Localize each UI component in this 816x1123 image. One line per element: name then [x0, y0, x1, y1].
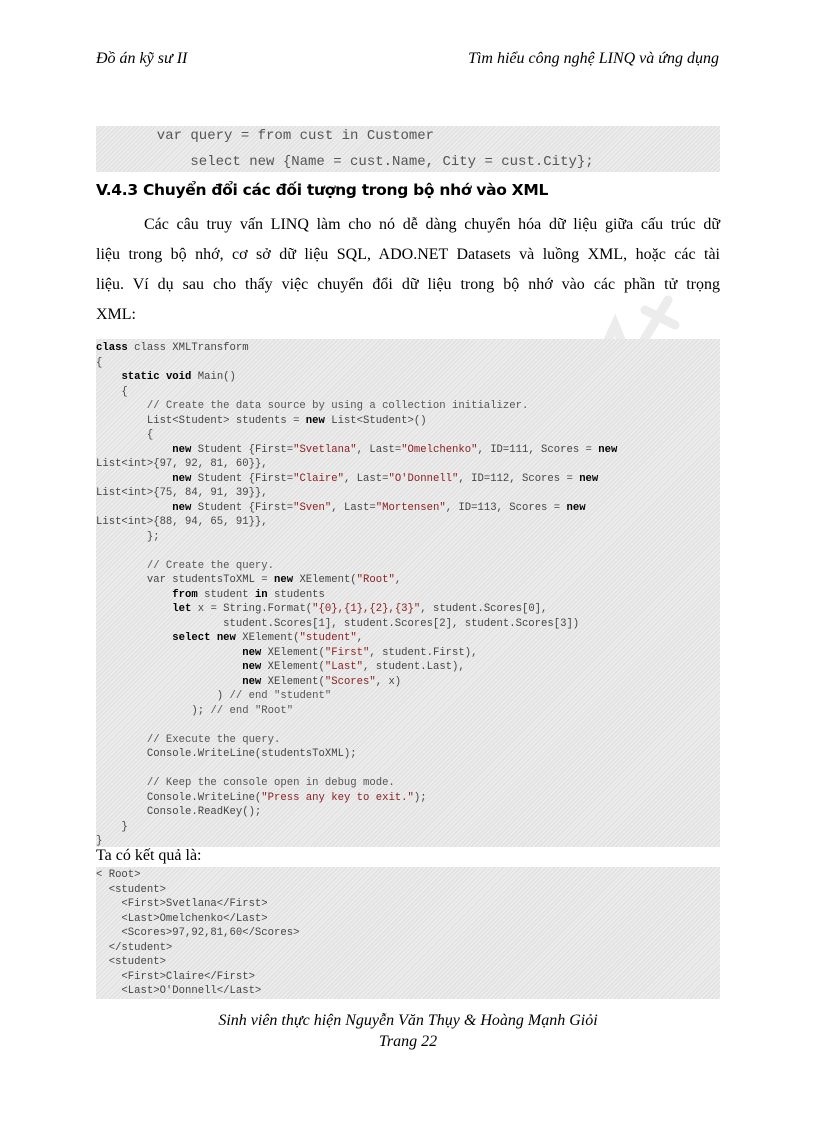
code-line: Console.WriteLine(studentsToXML);	[96, 748, 357, 760]
code-line: class class XMLTransform	[96, 342, 249, 354]
section-heading: V.4.3 Chuyển đổi các đối tượng trong bộ nhớ vào XML	[96, 181, 549, 199]
code-snippet-line: var query = from cust in Customer	[140, 128, 435, 144]
output-line: <student>	[96, 956, 166, 968]
output-line: < Root>	[96, 869, 141, 881]
paragraph-line: Các câu truy vấn LINQ làm cho nó dễ dàng chuyển hóa dữ liệu giữa cấu trúc dữ	[144, 216, 720, 233]
code-line: // Create the query.	[146, 559, 275, 572]
result-label: Ta có kết quả là:	[96, 847, 202, 864]
header-right: Tìm hiểu công nghệ LINQ và ứng dụng	[468, 50, 719, 67]
code-line: ) // end "student"	[96, 690, 332, 702]
code-line: var studentsToXML = new XElement("Root",	[96, 574, 402, 586]
code-line: // Execute the query.	[146, 733, 281, 746]
code-line: // Keep the console open in debug mode.	[146, 777, 395, 789]
code-line: new XElement("First", student.First),	[242, 646, 478, 659]
code-line: new XElement("Last", student.Last),	[242, 661, 465, 673]
paragraph	[96, 210, 720, 330]
output-line: <Scores>97,92,81,60</Scores>	[96, 927, 300, 939]
code-line: // Create the data source by using a collection initializer.	[146, 400, 529, 412]
code-line: from student in students	[172, 588, 325, 601]
code-line: {	[96, 385, 128, 398]
paragraph-line: liệu. Ví dụ sau cho thấy việc chuyển đổi dữ liệu trong bộ nhớ vào các phần tử trọng	[96, 276, 720, 293]
code-snippet-line: select new {Name = cust.Name, City = cust.City};	[140, 154, 594, 170]
code-line: new Student {First="Svetlana", Last="Omelchenko", ID=111, Scores = new	[172, 443, 618, 456]
code-line: List<int>{88, 94, 65, 91}},	[96, 516, 268, 528]
footer-page: Trang 22	[378, 1033, 438, 1050]
code-line: static void Main()	[121, 371, 236, 383]
code-line: select new XElement("student",	[172, 632, 364, 644]
paragraph-line: XML:	[96, 306, 136, 323]
code-line: List<Student> students = new List<Student>()	[96, 414, 427, 427]
code-line: List<int>{75, 84, 91, 39}},	[96, 487, 268, 499]
code-line: ); // end "Root"	[96, 704, 294, 717]
code-line: Console.ReadKey();	[96, 806, 262, 818]
code-line: };	[96, 530, 160, 543]
code-line: new Student {First="Claire", Last="O'Donnell", ID=112, Scores = new	[172, 472, 599, 485]
code-line: Console.WriteLine("Press any key to exit.");	[96, 791, 427, 804]
header-left: Đồ án kỹ sư II	[96, 50, 188, 67]
code-line: new Student {First="Sven", Last="Mortensen", ID=113, Scores = new	[172, 501, 586, 514]
code-line: {	[96, 429, 154, 441]
code-line: student.Scores[1], student.Scores[2], student.Scores[3])	[96, 617, 580, 630]
output-line: <student>	[96, 883, 166, 896]
output-line: <Last>O'Donnell</Last>	[96, 985, 262, 997]
code-line: }	[96, 835, 103, 847]
code-line: new XElement("Scores", x)	[242, 675, 402, 688]
output-line: <Last>Omelchenko</Last>	[96, 912, 268, 925]
output-line: <First>Claire</First>	[96, 970, 255, 983]
footer-authors: Sinh viên thực hiện Nguyễn Văn Thụy & Hoàng Mạnh Giỏi	[218, 1012, 598, 1029]
output-line: </student>	[96, 941, 173, 954]
code-line: {	[96, 356, 103, 369]
code-line: let x = String.Format("{0},{1},{2},{3}", student.Scores[0],	[172, 603, 548, 615]
code-line: List<int>{97, 92, 81, 60}},	[96, 458, 268, 470]
paragraph-line: liệu trong bộ nhớ, cơ sở dữ liệu SQL, ADO.NET Datasets và luồng XML, hoặc các tài	[96, 246, 720, 263]
code-line: }	[96, 820, 128, 833]
output-line: <First>Svetlana</First>	[96, 898, 268, 910]
